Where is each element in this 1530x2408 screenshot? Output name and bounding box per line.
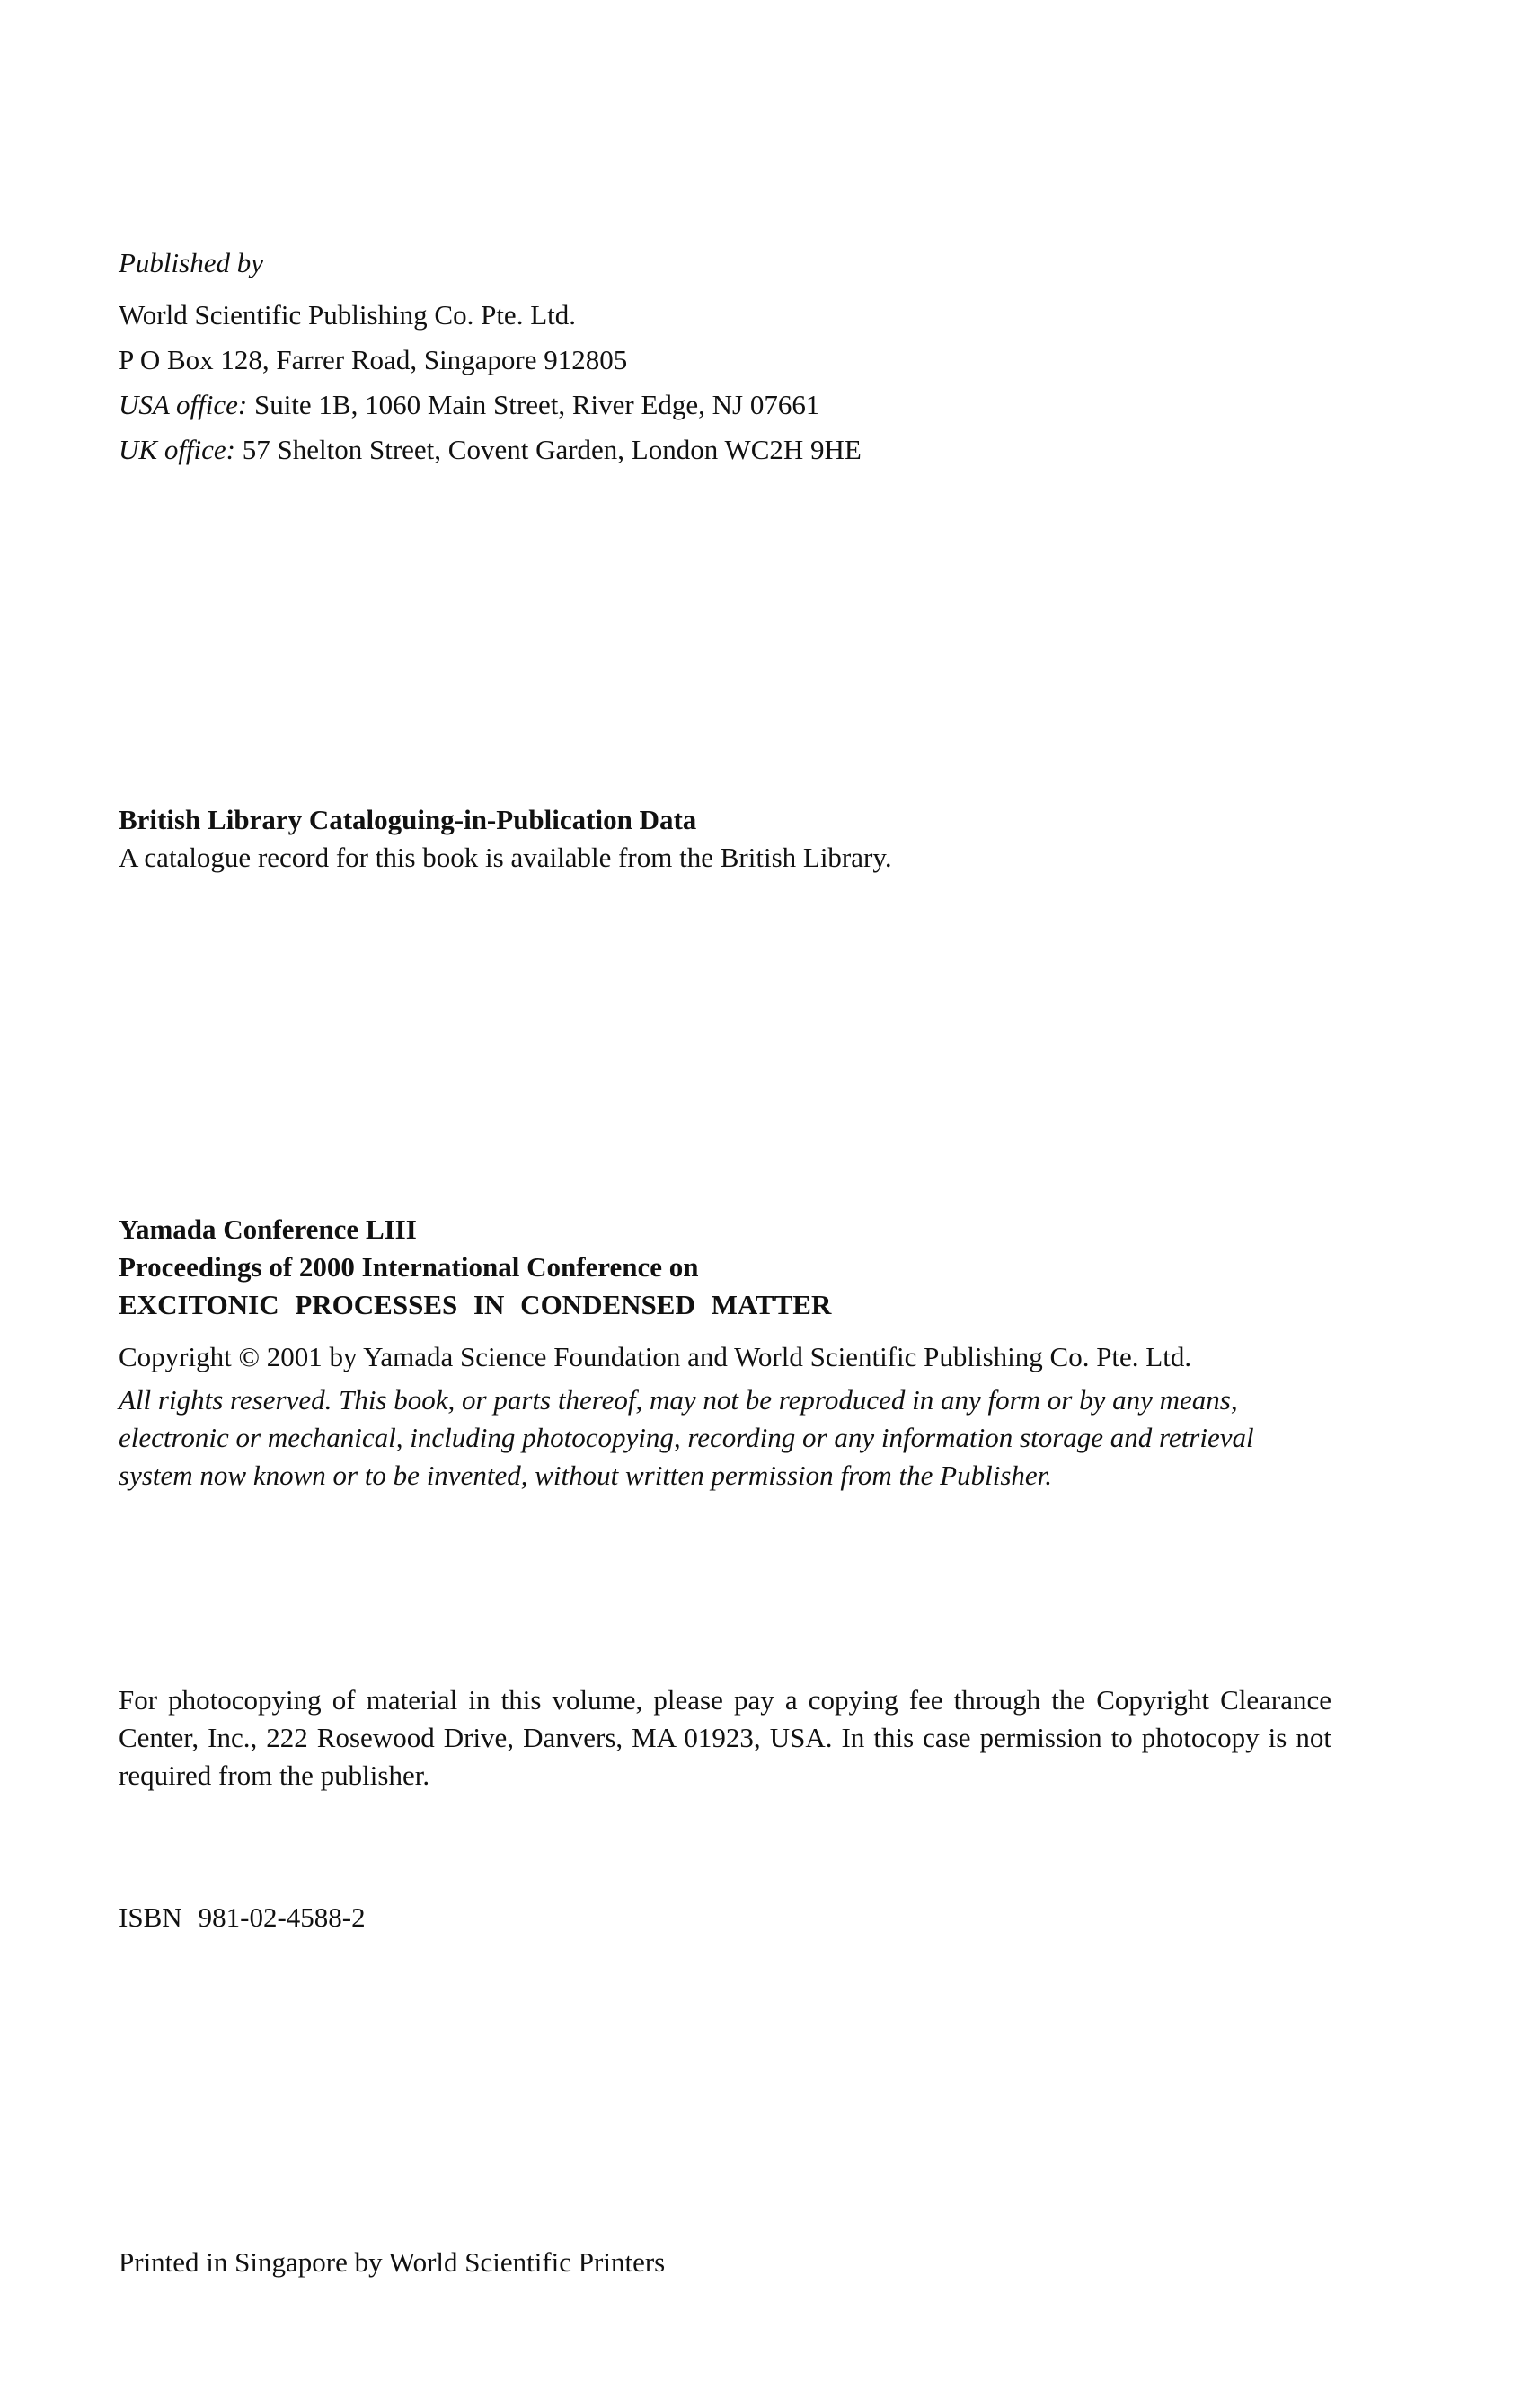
publisher-name: World Scientific Publishing Co. Pte. Ltd. [119, 299, 576, 331]
printer-notice: Printed in Singapore by World Scientific Printers [119, 2246, 666, 2278]
conference-proceedings: Proceedings of 2000 International Conference on [119, 1251, 699, 1283]
published-by-label: Published by [119, 247, 263, 278]
uk-office-address: 57 Shelton Street, Covent Garden, London WC2H 9HE [242, 434, 862, 465]
photocopy-notice: For photocopying of material in this volume, please pay a copying fee through the Copyright Clearance Center, Inc., 222 Rosewood Drive, Danvers, MA 01923, USA. In this case permission to photocopy is not required from the publisher. [119, 1684, 1331, 1791]
conference-title: EXCITONIC PROCESSES IN CONDENSED MATTER [119, 1289, 832, 1320]
publisher-address: P O Box 128, Farrer Road, Singapore 912805 [119, 344, 628, 375]
conference-block [119, 1211, 1340, 1495]
isbn-label: ISBN [119, 1901, 182, 1933]
usa-office-line [119, 383, 1340, 428]
isbn-value: 981-02-4588-2 [198, 1901, 366, 1933]
rights-reserved [119, 1381, 1340, 1495]
cip-heading: British Library Cataloguing-in-Publication Data [119, 804, 697, 835]
cip-block [119, 801, 1340, 877]
rights-line: electronic or mechanical, including photocopying, recording or any information storage and retrieval [119, 1422, 1254, 1453]
uk-office-label: UK office: [119, 434, 235, 465]
isbn-block [119, 1895, 1340, 1940]
copyright-notice: Copyright © 2001 by Yamada Science Foundation and World Scientific Publishing Co. Pte. Ltd. [119, 1341, 1192, 1372]
conference-series: Yamada Conference LIII [119, 1213, 417, 1245]
spacer [119, 286, 1340, 293]
rights-line: All rights reserved. This book, or parts thereof, may not be reproduced in any form or by any means, [119, 1384, 1238, 1416]
usa-office-label: USA office: [119, 389, 248, 420]
usa-office-address: Suite 1B, 1060 Main Street, River Edge, NJ 07661 [253, 389, 820, 420]
rights-line: system now known or to be invented, without written permission from the Publisher. [119, 1460, 1053, 1491]
cip-text: A catalogue record for this book is available from the British Library. [119, 842, 892, 873]
uk-office-line [119, 428, 1340, 472]
publisher-block [119, 241, 1340, 472]
